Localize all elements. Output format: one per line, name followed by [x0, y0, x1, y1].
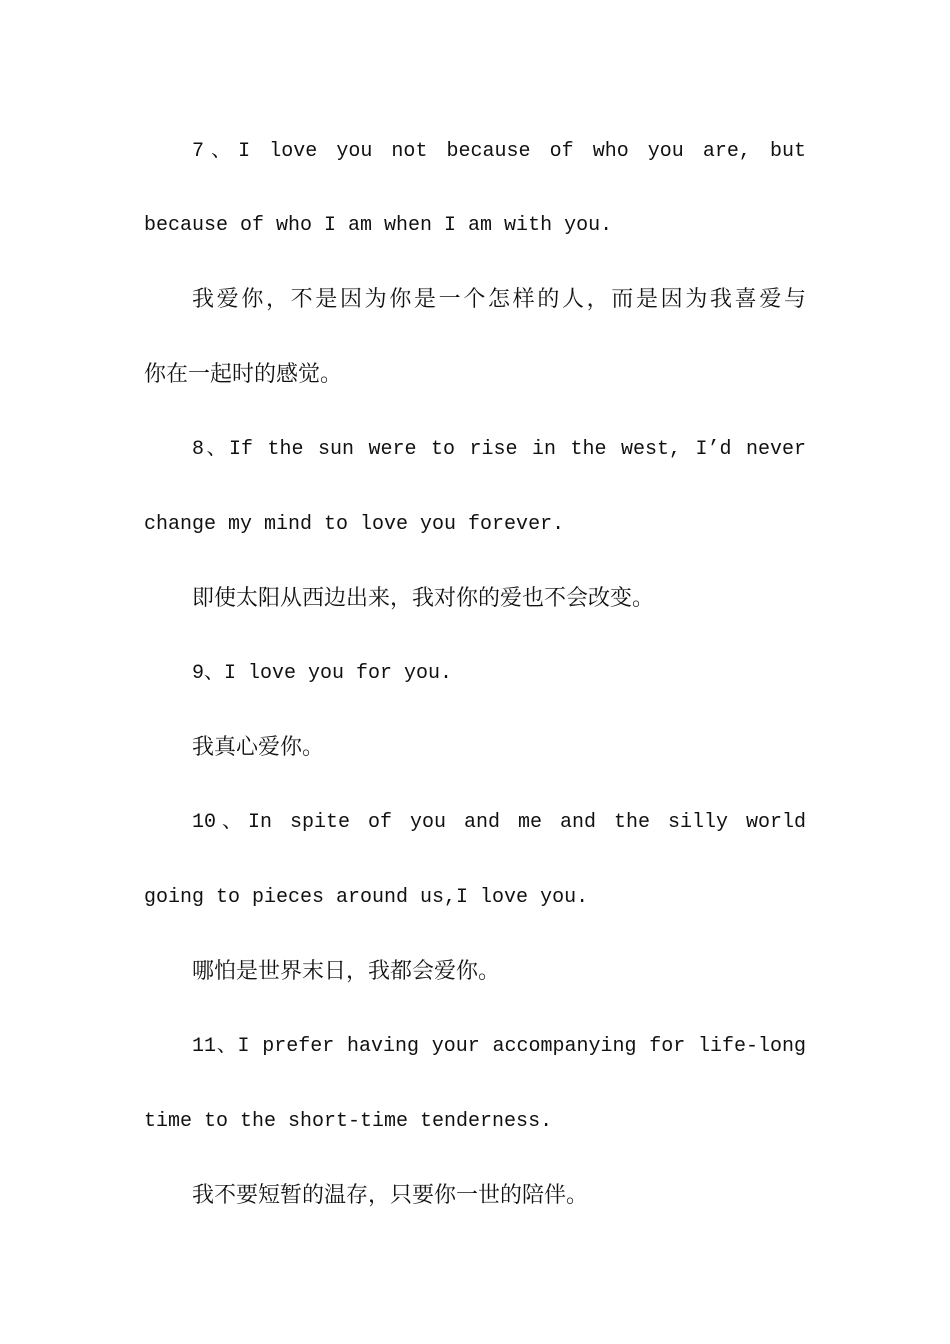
quote-8-english-line-1: 8、If the sun were to rise in the west, I’d never [192, 438, 806, 461]
quote-10-english-line-1: 10、In spite of you and me and the silly world [192, 811, 806, 834]
quote-7-english-line-1: 7、I love you not because of who you are, but [192, 140, 806, 163]
quote-7-chinese-line-1: 我爱你，不是因为你是一个怎样的人，而是因为我喜爱与 [192, 287, 806, 312]
quote-9-chinese: 我真心爱你。 [192, 735, 325, 760]
quote-11-english-line-2: time to the short-time tenderness. [144, 1110, 553, 1133]
quote-7-chinese-line-2: 你在一起时的感觉。 [144, 362, 343, 387]
quote-9-english: 9、I love you for you. [192, 662, 453, 685]
quote-11-english-line-1: 11、I prefer having your accompanying for life-long [192, 1035, 806, 1058]
quote-7-english-line-2: because of who I am when I am with you. [144, 214, 613, 237]
quote-8-chinese: 即使太阳从西边出来，我对你的爱也不会改变。 [192, 586, 655, 611]
quote-8-english-line-2: change my mind to love you forever. [144, 513, 565, 536]
quote-11-chinese: 我不要短暂的温存，只要你一世的陪伴。 [192, 1183, 589, 1208]
quote-10-english-line-2: going to pieces around us,I love you. [144, 886, 589, 909]
quote-10-chinese: 哪怕是世界末日，我都会爱你。 [192, 959, 501, 984]
